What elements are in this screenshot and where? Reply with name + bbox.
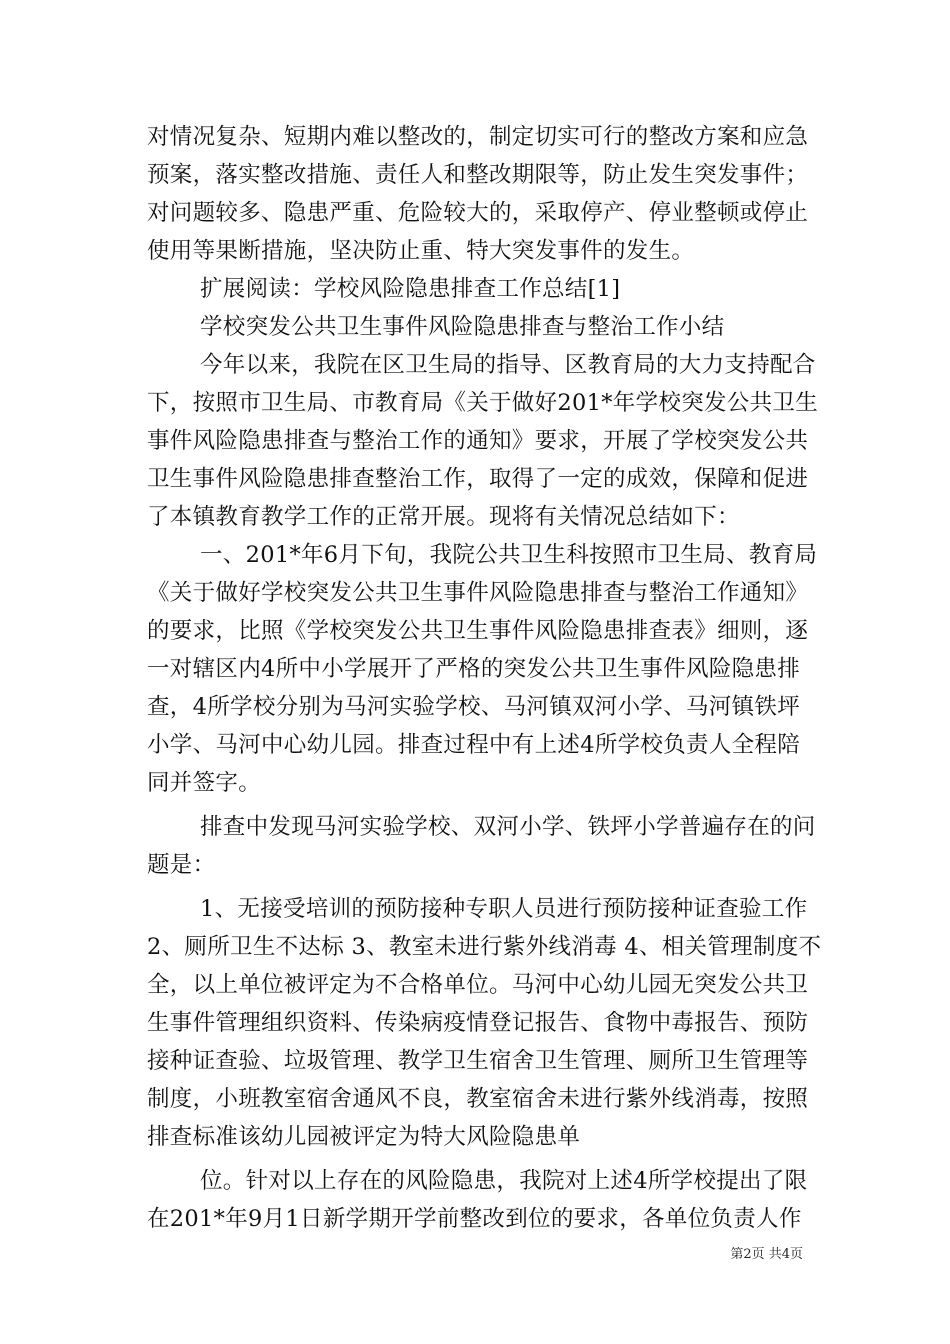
text-line: 排查中发现马河实验学校、双河小学、铁坪小学普遍存在的问 — [200, 814, 816, 840]
text-line: 使用等果断措施，坚决防止重、特大突发事件的发生。 — [147, 238, 695, 264]
text-line: 制度，小班教室宿舍通风不良，教室宿舍未进行紫外线消毒，按照 — [147, 1086, 809, 1112]
text-line: 同并签字。 — [147, 770, 262, 796]
text-line: 下，按照市卫生局、市教育局《关于做好201*年学校突发公共卫生 — [147, 390, 818, 416]
text-line: 2、厕所卫生不达标 3、教室未进行紫外线消毒 4、相关管理制度不 — [147, 934, 822, 960]
page-number: 第2页 共4页 — [730, 1247, 803, 1262]
text-line: 预案，落实整改措施、责任人和整改期限等，防止发生突发事件； — [147, 162, 809, 188]
text-line: 了本镇教育教学工作的正常开展。现将有关情况总结如下： — [147, 504, 740, 530]
text-line: 对问题较多、隐患严重、危险较大的，采取停产、停业整顿或停止 — [147, 200, 809, 226]
text-line: 的要求，比照《学校突发公共卫生事件风险隐患排查表》细则，逐 — [147, 618, 809, 644]
text-line: 题是： — [147, 852, 216, 878]
text-line: 1、无接受培训的预防接种专职人员进行预防接种证查验工作 — [200, 896, 808, 922]
text-line: 卫生事件风险隐患排查整治工作，取得了一定的成效，保障和促进 — [147, 466, 809, 492]
text-line: 《关于做好学校突发公共卫生事件风险隐患排查与整治工作通知》 — [147, 580, 809, 606]
text-line: 生事件管理组织资料、传染病疫情登记报告、食物中毒报告、预防 — [147, 1010, 809, 1036]
text-line: 在201*年9月1日新学期开学前整改到位的要求，各单位负责人作 — [147, 1206, 802, 1232]
text-line: 位。针对以上存在的风险隐患，我院对上述4所学校提出了限 — [200, 1168, 808, 1194]
text-line: 对情况复杂、短期内难以整改的，制定切实可行的整改方案和应急 — [147, 124, 809, 150]
text-line: 接种证查验、垃圾管理、教学卫生宿舍卫生管理、厕所卫生管理等 — [147, 1048, 809, 1074]
text-line: 全，以上单位被评定为不合格单位。马河中心幼儿园无突发公共卫 — [147, 972, 809, 998]
section-title: 学校突发公共卫生事件风险隐患排查与整治工作小结 — [200, 314, 725, 340]
text-line: 一对辖区内4所中小学展开了严格的突发公共卫生事件风险隐患排 — [147, 656, 801, 682]
text-line: 一、201*年6月下旬，我院公共卫生科按照市卫生局、教育局 — [200, 542, 818, 568]
extended-reading-heading: 扩展阅读：学校风险隐患排查工作总结[1] — [200, 276, 621, 302]
text-line: 事件风险隐患排查与整治工作的通知》要求，开展了学校突发公共 — [147, 428, 809, 454]
text-line: 排查标准该幼儿园被评定为特大风险隐患单 — [147, 1124, 581, 1150]
text-line: 今年以来，我院在区卫生局的指导、区教育局的大力支持配合 — [200, 352, 816, 378]
text-line: 小学、马河中心幼儿园。排查过程中有上述4所学校负责人全程陪 — [147, 732, 801, 758]
text-line: 查，4所学校分别为马河实验学校、马河镇双河小学、马河镇铁坪 — [147, 694, 801, 720]
